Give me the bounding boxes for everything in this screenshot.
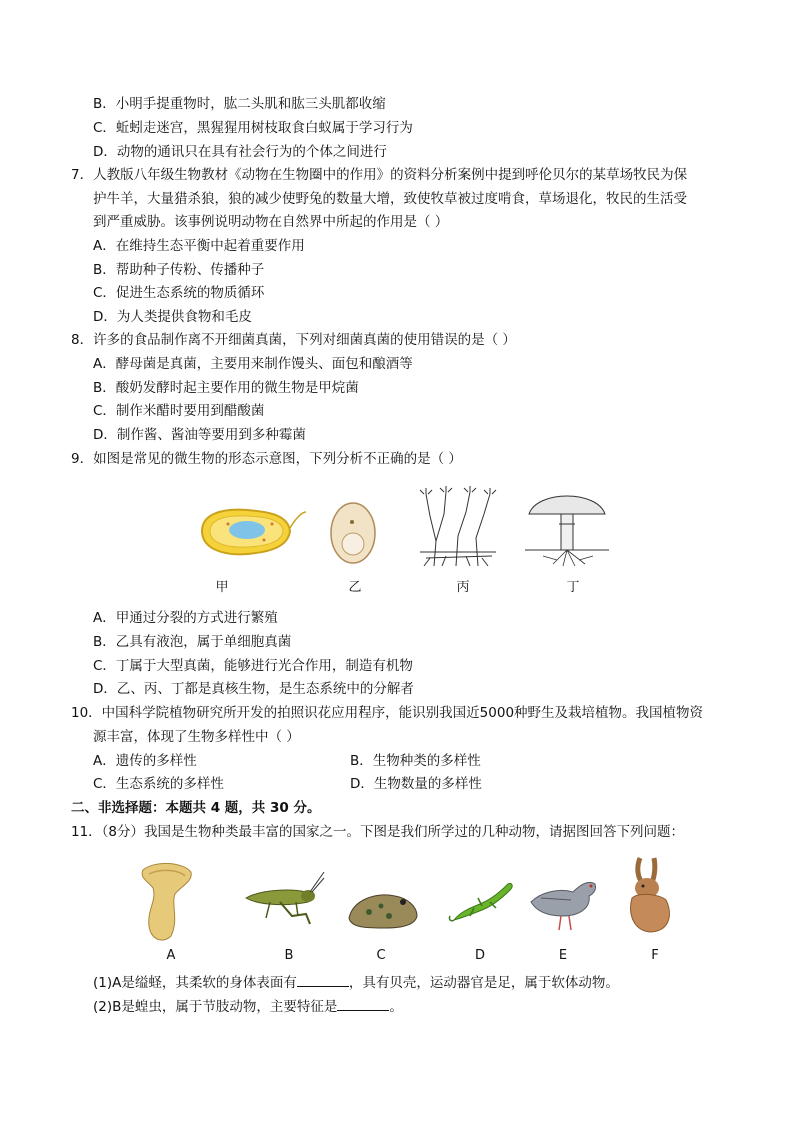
q10-option-c: C．生态系统的多样性 — [93, 776, 224, 792]
q7-stem-line2: 护牛羊，大量猎杀狼，狼的减少使野兔的数量大增，致使牧草被过度啃食，草场退化，牧民的生活受 — [93, 191, 687, 207]
animal-label-f: F — [651, 948, 659, 963]
q11-sub2-before: (2)B是蝗虫，属于节肢动物，主要特征是 — [93, 999, 338, 1015]
q9-option-c: C．丁属于大型真菌，能够进行光合作用，制造有机物 — [93, 658, 413, 674]
frog-figure — [345, 884, 421, 932]
q8-stem: 8．许多的食品制作离不开细菌真菌，下列对细菌真菌的使用错误的是（ ） — [71, 332, 516, 348]
q9-option-a: A．甲通过分裂的方式进行繁殖 — [93, 610, 278, 626]
q6-option-c: C．蚯蚓走迷宫，黑猩猩用树枝取食白蚁属于学习行为 — [93, 120, 413, 136]
razor-clam-figure — [135, 860, 197, 944]
animal-label-e: E — [558, 948, 568, 963]
figure-caption-yi: 乙 — [348, 580, 362, 595]
pigeon-figure — [527, 866, 601, 934]
q7-stem-line1: 7．人教版八年级生物教材《动物在生物圈中的作用》的资料分析案例中提到呼伦贝尔的某草场牧民为保 — [71, 167, 688, 183]
lizard-figure — [446, 876, 516, 926]
animal-label-d: D — [474, 948, 485, 963]
q8-option-a: A．酵母菌是真菌，主要用来制作馒头、面包和酿酒等 — [93, 356, 413, 372]
q8-option-b: B．酸奶发酵时起主要作用的微生物是甲烷菌 — [93, 380, 359, 396]
q11-sub2-blank[interactable] — [337, 998, 389, 1011]
q7-option-d: D．为人类提供食物和毛皮 — [93, 309, 252, 325]
q7-option-c: C．促进生态系统的物质循环 — [93, 285, 265, 301]
q7-option-b: B．帮助种子传粉、传播种子 — [93, 262, 265, 278]
q9-stem: 9．如图是常见的微生物的形态示意图，下列分析不正确的是（ ） — [71, 451, 462, 467]
mushroom-figure — [523, 484, 611, 568]
figure-caption-jia: 甲 — [215, 580, 229, 595]
bacterium-figure — [192, 500, 310, 562]
animal-label-a: A — [166, 948, 176, 963]
q10-option-a: A．遗传的多样性 — [93, 753, 197, 769]
q10-option-d: D．生物数量的多样性 — [350, 776, 482, 792]
grasshopper-figure — [240, 868, 326, 928]
q9-option-b: B．乙具有液泡，属于单细胞真菌 — [93, 634, 292, 650]
q11-sub1-before: (1)A是缢蛏，其柔软的身体表面有 — [93, 975, 297, 991]
q11-sub2-after: 。 — [389, 999, 403, 1015]
q11-sub1 — [93, 973, 619, 993]
q10-stem-line2: 源丰富，体现了生物多样性中（ ） — [93, 729, 300, 745]
q9-option-d: D．乙、丙、丁都是真核生物，是生态系统中的分解者 — [93, 681, 414, 697]
q8-option-c: C．制作米醋时要用到醋酸菌 — [93, 403, 265, 419]
q8-option-d: D．制作酱、酱油等要用到多种霉菌 — [93, 427, 306, 443]
figure-caption-ding: 丁 — [566, 580, 580, 595]
figure-caption-bing: 丙 — [456, 580, 470, 595]
yeast-figure — [328, 500, 378, 566]
q7-stem-line3: 到严重威胁。该事例说明动物在自然界中所起的作用是（ ） — [93, 214, 449, 230]
q6-option-d: D．动物的通讯只在具有社会行为的个体之间进行 — [93, 144, 387, 160]
q10-option-b: B．生物种类的多样性 — [350, 753, 481, 769]
section-heading: 二、非选择题：本题共 4 题，共 30 分。 — [71, 800, 321, 816]
q11-sub1-blank[interactable] — [297, 974, 349, 987]
q11-stem: 11．（8分）我国是生物种类最丰富的国家之一。下图是我们所学过的几种动物，请据图回答下列问题： — [71, 824, 685, 840]
animal-label-c: C — [376, 948, 386, 963]
q7-option-a: A．在维持生态平衡中起着重要作用 — [93, 238, 305, 254]
animal-label-b: B — [284, 948, 294, 963]
q11-sub2 — [93, 997, 403, 1017]
q11-sub1-after: ，具有贝壳，运动器官是足，属于软体动物。 — [348, 975, 619, 991]
rabbit-figure — [620, 854, 680, 934]
q6-option-b: B．小明手提重物时，肱二头肌和肱三头肌都收缩 — [93, 96, 386, 112]
q10-stem-line1: 10．中国科学院植物研究所开发的拍照识花应用程序，能识别我国近5000种野生及栽培植物。我国植物资 — [71, 705, 704, 721]
mold-figure — [416, 486, 500, 570]
